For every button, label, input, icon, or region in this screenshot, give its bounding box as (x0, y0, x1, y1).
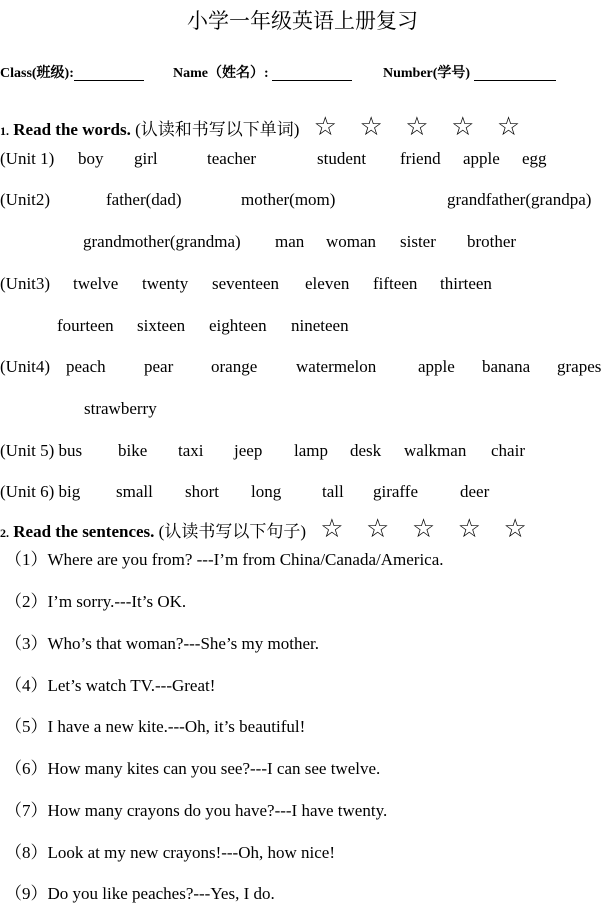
sentence-item: （7）How many crayons do you have?---I have twenty. (5, 801, 388, 820)
section2-cn: (认读书写以下句子) (158, 522, 306, 541)
sentence-item: （4）Let’s watch TV.---Great! (5, 676, 216, 695)
word-item: twelve (73, 274, 119, 293)
word-item: (Unit 5) bus (0, 441, 83, 460)
word-item: man (275, 232, 305, 251)
word-item: brother (467, 232, 517, 251)
name-label: Name（姓名）: (173, 66, 269, 81)
word-item: (Unit3) (0, 274, 51, 293)
word-item: seventeen (212, 274, 280, 293)
number-blank[interactable] (474, 66, 556, 81)
section2-heading (0, 516, 535, 542)
word-item: apple (463, 149, 500, 168)
section1-cn: (认读和书写以下单词) (135, 120, 300, 139)
sentence-item: （2）I’m sorry.---It’s OK. (5, 592, 187, 611)
word-item: boy (78, 149, 104, 168)
word-item: long (251, 482, 282, 501)
word-item: walkman (404, 441, 467, 460)
word-item: nineteen (291, 316, 349, 335)
word-item: small (116, 482, 153, 501)
word-item: lamp (294, 441, 328, 460)
section1-number: 1. (0, 124, 9, 138)
word-item: (Unit 1) (0, 149, 55, 168)
word-item: pear (144, 357, 174, 376)
word-item: fourteen (57, 316, 114, 335)
word-item: desk (350, 441, 382, 460)
word-item: strawberry (84, 399, 157, 418)
section2-star-icons: ☆ ☆ ☆ ☆ ☆ (320, 514, 535, 543)
word-item: chair (491, 441, 525, 460)
word-item: deer (460, 482, 490, 501)
word-item: peach (66, 357, 106, 376)
word-item: friend (400, 149, 441, 168)
section1-title: Read the words. (13, 120, 131, 139)
word-item: (Unit 6) big (0, 482, 81, 501)
class-label: Class(班级): (0, 66, 74, 81)
section1-heading (0, 114, 528, 140)
word-item: watermelon (296, 357, 377, 376)
sentence-item: （3）Who’s that woman?---She’s my mother. (5, 634, 319, 653)
word-item: eleven (305, 274, 350, 293)
word-item: grandfather(grandpa) (447, 190, 592, 209)
name-field[interactable] (173, 66, 352, 81)
section1-star-icons: ☆ ☆ ☆ ☆ ☆ (313, 112, 529, 141)
number-label: Number(学号) (383, 66, 471, 81)
word-item: girl (134, 149, 158, 168)
section2-title: Read the sentences. (13, 522, 155, 541)
word-item: twenty (142, 274, 189, 293)
number-field[interactable] (383, 66, 556, 81)
word-item: thirteen (440, 274, 492, 293)
word-item: short (185, 482, 219, 501)
word-item: student (317, 149, 367, 168)
word-item: (Unit4) (0, 357, 51, 376)
word-item: apple (418, 357, 455, 376)
word-item: fifteen (373, 274, 418, 293)
word-item: jeep (234, 441, 263, 460)
word-item: egg (522, 149, 547, 168)
sentence-item: （6）How many kites can you see?---I can see twelve. (5, 759, 381, 778)
word-item: eighteen (209, 316, 267, 335)
word-item: sister (400, 232, 436, 251)
word-item: orange (211, 357, 258, 376)
sentence-item: （1）Where are you from? ---I’m from China/Canada/America. (5, 550, 444, 569)
word-item: sixteen (137, 316, 186, 335)
word-item: banana (482, 357, 531, 376)
word-item: woman (326, 232, 377, 251)
page-title: 小学一年级英语上册复习 (187, 9, 418, 33)
section2-number: 2. (0, 526, 9, 540)
word-item: giraffe (373, 482, 418, 501)
word-item: grapes (557, 357, 602, 376)
sentence-item: （5）I have a new kite.---Oh, it’s beautiful! (5, 717, 306, 736)
word-item: tall (322, 482, 344, 501)
word-item: teacher (207, 149, 257, 168)
name-blank[interactable] (272, 66, 352, 81)
word-item: grandmother(grandma) (83, 232, 241, 251)
word-item: bike (118, 441, 148, 460)
sentence-item: （8）Look at my new crayons!---Oh, how nice! (5, 843, 335, 862)
class-blank[interactable] (74, 66, 144, 81)
sentence-item: （9）Do you like peaches?---Yes, I do. (5, 884, 275, 903)
word-item: mother(mom) (241, 190, 336, 209)
word-item: taxi (178, 441, 204, 460)
word-item: (Unit2) (0, 190, 51, 209)
class-field[interactable] (0, 66, 144, 81)
word-item: father(dad) (106, 190, 182, 209)
